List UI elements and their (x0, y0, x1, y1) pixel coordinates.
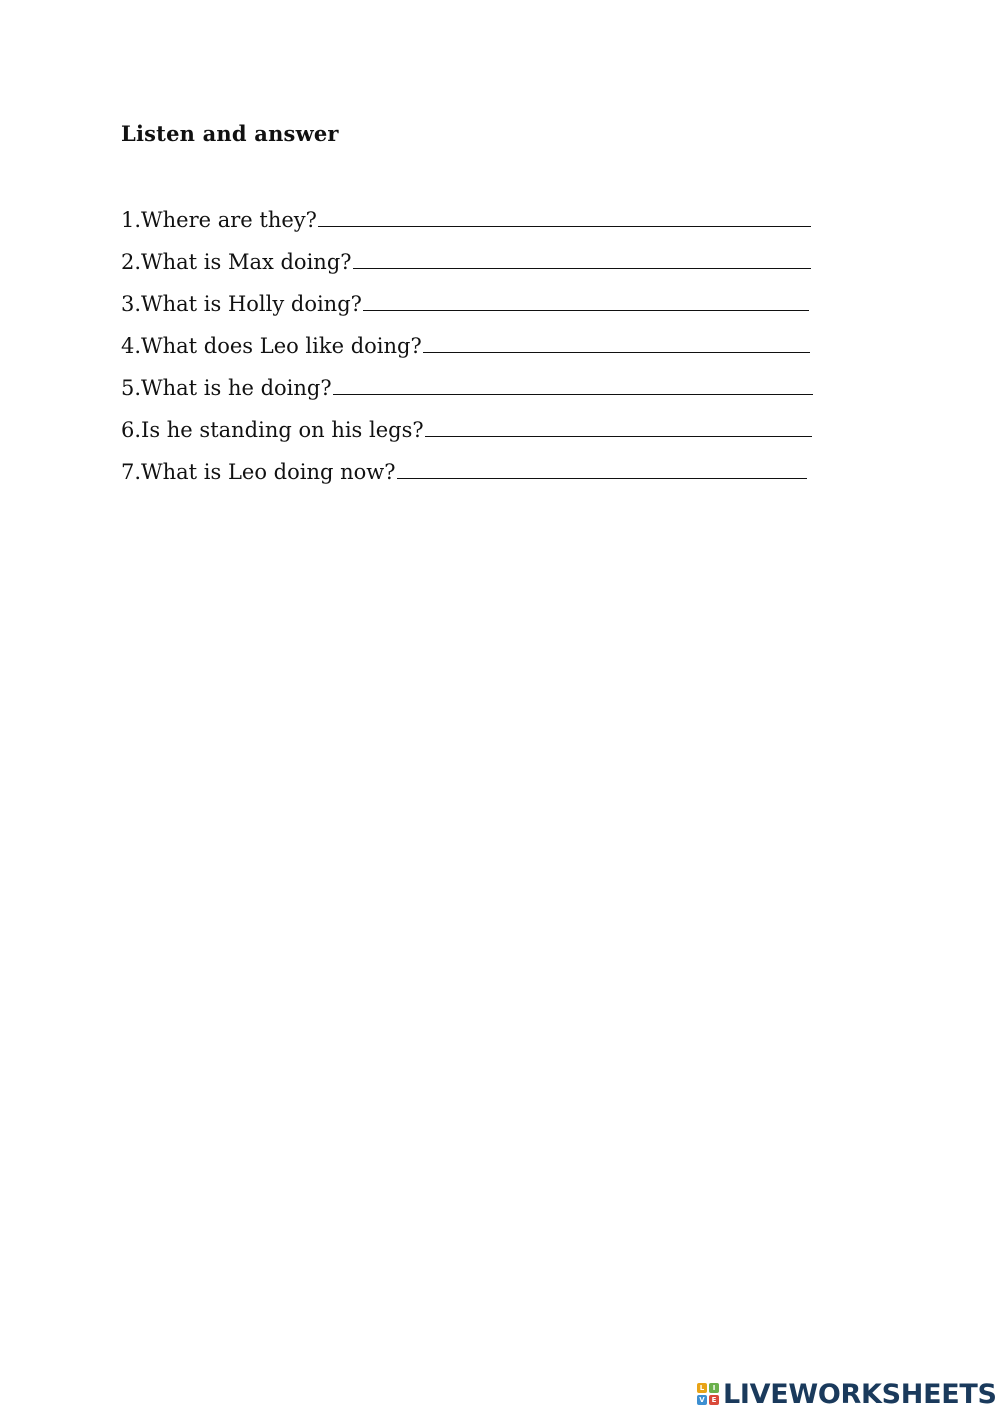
logo-text: LIVEWORKSHEETS (723, 1378, 997, 1410)
question-item (121, 330, 813, 372)
worksheet-title: Listen and answer (121, 121, 339, 146)
answer-line[interactable] (333, 372, 813, 395)
question-item (121, 456, 813, 498)
question-text: 2.What is Max doing? (121, 250, 352, 274)
question-item (121, 288, 813, 330)
logo-mark-icon (697, 1383, 719, 1405)
answer-line[interactable] (423, 330, 810, 353)
question-list (121, 204, 813, 498)
answer-line[interactable] (353, 246, 811, 269)
question-text: 4.What does Leo like doing? (121, 334, 422, 358)
question-item (121, 246, 813, 288)
question-text: 5.What is he doing? (121, 376, 332, 400)
answer-line[interactable] (318, 204, 811, 227)
question-item (121, 204, 813, 246)
liveworksheets-logo (697, 1378, 997, 1410)
question-item (121, 372, 813, 414)
logo-mark-tile: E (709, 1395, 719, 1405)
question-text: 6.Is he standing on his legs? (121, 418, 424, 442)
logo-mark-tile: I (709, 1383, 719, 1393)
question-text: 7.What is Leo doing now? (121, 460, 396, 484)
answer-line[interactable] (397, 456, 807, 479)
logo-mark-tile: V (697, 1395, 707, 1405)
answer-line[interactable] (363, 288, 809, 311)
logo-mark-tile: L (697, 1383, 707, 1393)
question-item (121, 414, 813, 456)
answer-line[interactable] (425, 414, 812, 437)
question-text: 1.Where are they? (121, 208, 317, 232)
question-text: 3.What is Holly doing? (121, 292, 362, 316)
